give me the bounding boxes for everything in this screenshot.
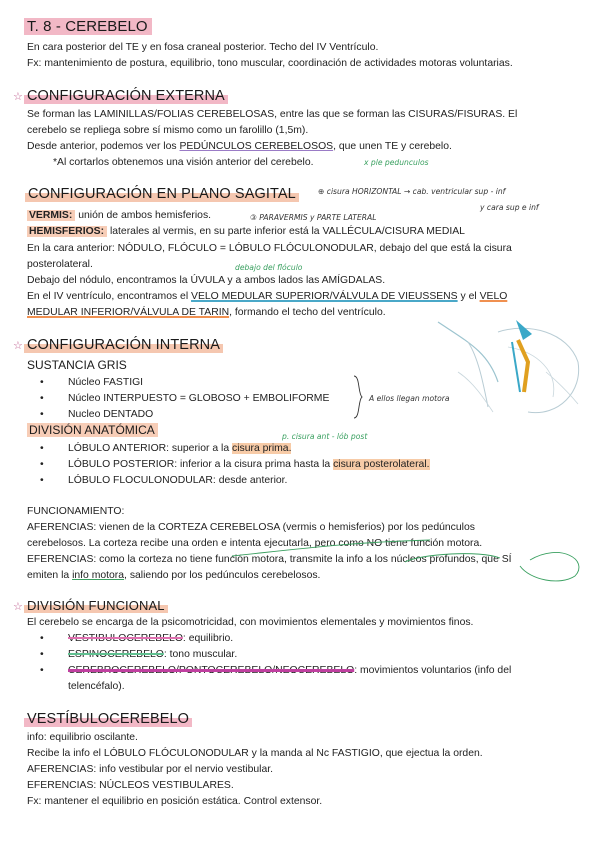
sagital-note-paravermis: ③ PARAVERMIS y PARTE LATERAL — [250, 213, 377, 222]
anatomica-handwritten-note: p. cisura ant - lób post — [282, 432, 368, 441]
externa-handwritten-note: x ple pedunculos — [364, 158, 429, 167]
externa-line-1: Se forman las LAMINILLAS/FOLIAS CEREBELOSAS, entre las que se forman las CISURAS/FISURAS. El — [27, 109, 518, 120]
list-item: • CEREBROCEREBELO/PONTOCEREBELO/NEOCEREBELO: movimientos voluntarios (info del — [40, 665, 512, 676]
list-item: • Nucleo DENTADO — [40, 409, 154, 420]
brace-icon — [352, 374, 364, 420]
list-item: • LÓBULO ANTERIOR: superior a la cisura prima. — [40, 443, 292, 454]
star-icon: ☆ — [13, 601, 23, 613]
list-item: • ESPINOCEREBELO: tono muscular. — [40, 649, 238, 660]
vermis-line: VERMIS: unión de ambos hemisferios. — [29, 210, 212, 221]
velo-superior-term: VELO MEDULAR SUPERIOR/VÁLVULA DE VIEUSSENS — [191, 291, 458, 302]
funcionamiento-heading: FUNCIONAMIENTO: — [27, 506, 125, 517]
sagital-note-caras: y cara sup e inf — [480, 203, 539, 212]
funcional-intro: El cerebelo se encarga de la psicomotricidad, con movimientos elementales y movimientos finos. — [27, 617, 474, 628]
arrow-annotation — [230, 520, 600, 590]
page-title-text: T. 8 - CEREBELO — [24, 18, 152, 35]
page-title — [24, 18, 152, 35]
section-funcional-heading: ☆ DIVISIÓN FUNCIONAL — [13, 598, 168, 613]
info-motora-term: info motora — [72, 570, 125, 581]
sagital-line-4: En el IV ventrículo, encontramos el VELO MEDULAR SUPERIOR/VÁLVULA DE VIEUSSENS y el VELO — [27, 291, 508, 302]
sagital-line-5: MEDULAR INFERIOR/VÁLVULA DE TARIN, formando el techo del ventrículo. — [27, 307, 386, 318]
vestibulo-line-2: Recibe la info el LÓBULO FLÓCULONODULAR y la manda al Nc FASTIGIO, que ejectua la orden. — [27, 748, 483, 759]
cerebellum-sketch — [428, 312, 588, 422]
pedunculos-term: PEDÚNCULOS CEREBELOSOS — [179, 141, 334, 152]
velo-inferior-term-b: MEDULAR INFERIOR/VÁLVULA DE TARIN — [27, 307, 230, 318]
funcionamiento-line-4: emiten la info motora, saliendo por los pedúnculos cerebelosos. — [27, 570, 321, 581]
externa-line-4: *Al cortarlos obtenemos una visión anterior del cerebelo. — [53, 157, 314, 168]
vermis-label: VERMIS: — [27, 210, 75, 221]
funcionamiento-line-3: EFERENCIAS: como la corteza no tiene función motora, transmite la info a los núcleos profundos, que SÍ — [27, 554, 512, 565]
list-item: • Núcleo FASTIGI — [40, 377, 144, 388]
list-item: • VESTIBULOCEREBELO: equilibrio. — [40, 633, 234, 644]
list-item: • LÓBULO POSTERIOR: inferior a la cisura prima hasta la cisura posterolateral. — [40, 459, 430, 470]
externa-line-3: Desde anterior, podemos ver los PEDÚNCULOS CEREBELOSOS, que unen TE y cerebelo. — [27, 141, 452, 152]
externa-line-2: cerebelo se repliega sobre sí mismo como un farolillo (1,5m). — [27, 125, 309, 136]
funcionamiento-line-2: cerebelosos. La corteza recibe una orden e intenta ejecutarla, pero como NO tiene función motora. — [27, 538, 483, 549]
velo-inferior-term-a: VELO — [479, 291, 508, 302]
vestibulo-line-5: Fx: mantener el equilibrio en posición estática. Control extensor. — [27, 796, 323, 807]
nucleos-handwritten-note: A ellos llegan motora — [369, 394, 450, 403]
cisura-posterolateral-term: cisura posterolateral. — [333, 459, 430, 470]
funcionamiento-line-1: AFERENCIAS: vienen de la CORTEZA CEREBELOSA (vermis o hemisferios) por los pedúnculos — [27, 522, 475, 533]
vestibulo-line-3: AFERENCIAS: info vestibular por el nervio vestibular. — [27, 764, 274, 775]
sustancia-gris-heading: SUSTANCIA GRIS — [27, 358, 127, 372]
intro-line-1: En cara posterior del TE y en fosa craneal posterior. Techo del IV Ventrículo. — [27, 42, 379, 53]
sagital-note-floculo: debajo del flóculo — [235, 263, 303, 272]
sagital-line-1: En la cara anterior: NÓDULO, FLÓCULO = LÓBULO FLÓCULONODULAR, debajo del que está la cisura — [27, 243, 512, 254]
list-item: • LÓBULO FLOCULONODULAR: desde anterior. — [40, 475, 288, 486]
section-externa-heading: ☆ CONFIGURACIÓN EXTERNA — [13, 88, 228, 104]
list-item: • Núcleo INTERPUESTO = GLOBOSO + EMBOLIFORME — [40, 393, 330, 404]
cisura-prima-term: cisura prima. — [232, 443, 292, 454]
section-sagital-heading: CONFIGURACIÓN EN PLANO SAGITAL — [25, 186, 299, 202]
funcional-item3-cont: telencéfalo). — [68, 681, 125, 692]
intro-line-2: Fx: mantenimiento de postura, equilibrio, tono muscular, coordinación de actividades motoras voluntarias. — [27, 58, 513, 69]
vestibulo-line-4: EFERENCIAS: NÚCLEOS VESTIBULARES. — [27, 780, 234, 791]
hemisferios-label: HEMISFERIOS: — [27, 226, 107, 237]
sagital-line-3: Debajo del nódulo, encontramos la ÚVULA y a ambos lados las AMÍGDALAS. — [27, 275, 386, 286]
sagital-note-horizontal: ⊕ cisura HORIZONTAL → cab. ventricular sup - inf — [318, 187, 506, 196]
star-icon: ☆ — [13, 91, 23, 103]
division-anatomica-heading: DIVISIÓN ANATÓMICA — [27, 423, 158, 437]
hemisferios-line: HEMISFERIOS: laterales al vermis, en su parte inferior está la VALLÉCULA/CISURA MEDIAL — [29, 226, 465, 237]
section-vestibulo-heading: VESTÍBULOCEREBELO — [24, 711, 192, 727]
section-interna-heading: ☆ CONFIGURACIÓN INTERNA — [13, 337, 223, 353]
star-icon: ☆ — [13, 340, 23, 352]
sagital-line-2: posterolateral. — [27, 259, 93, 270]
vestibulo-line-1: info: equilibrio oscilante. — [27, 732, 138, 743]
